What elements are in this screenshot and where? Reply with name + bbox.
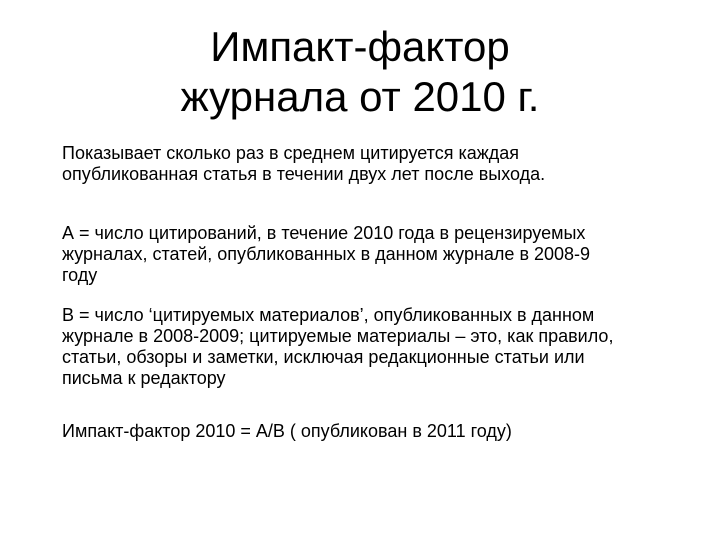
- definition-paragraph: [62, 143, 692, 185]
- text-line: Импакт-фактор 2010 = А/В ( опубликован в 2011 году): [62, 421, 512, 441]
- text-line: журнале в 2008-2009; цитируемые материалы – это, как правило,: [62, 326, 614, 346]
- text-line: В = число ‘цитируемых материалов’, опубликованных в данном: [62, 305, 595, 325]
- text-line: году: [62, 265, 98, 285]
- text-line: статьи, обзоры и заметки, исключая редакционные статьи или: [62, 347, 585, 367]
- title-line: журнала от 2010 г.: [180, 73, 540, 120]
- text-line: журналах, статей, опубликованных в данном журнале в 2008-9: [62, 244, 591, 264]
- text-line: Показывает сколько раз в среднем цитируется каждая: [62, 143, 520, 163]
- slide-title: [60, 22, 660, 122]
- formula-paragraph: [62, 421, 692, 442]
- text-line: опубликованная статья в течении двух лет после выхода.: [62, 164, 546, 184]
- text-line: А = число цитирований, в течение 2010 года в рецензируемых: [62, 223, 586, 243]
- text-line: письма к редактору: [62, 368, 226, 388]
- variable-a-paragraph: [62, 223, 692, 286]
- title-line: Импакт-фактор: [210, 23, 510, 70]
- variable-b-paragraph: [62, 305, 692, 389]
